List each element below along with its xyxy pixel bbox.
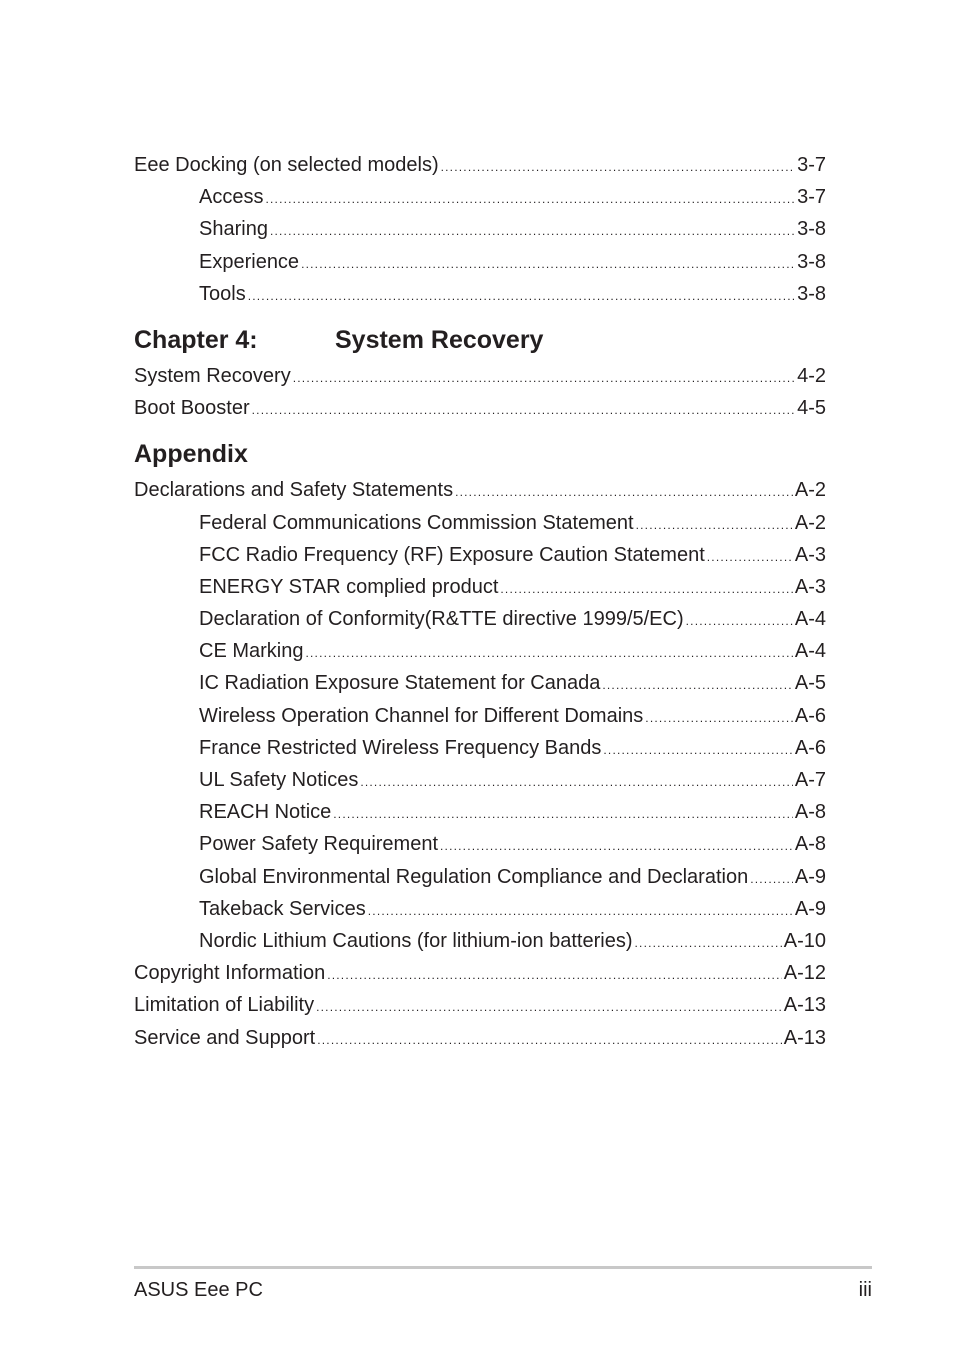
appendix-heading — [134, 438, 826, 470]
toc-entry[interactable] — [134, 539, 826, 571]
footer-product-name: ASUS Eee PC — [134, 1279, 263, 1301]
toc-entry[interactable] — [134, 796, 826, 828]
toc-dot-leader — [603, 734, 793, 766]
toc-entry-page: A-3 — [794, 575, 826, 598]
toc-dot-leader — [317, 1024, 782, 1056]
toc-entry-title: UL Safety Notices — [199, 769, 359, 791]
toc-entry[interactable] — [134, 246, 826, 278]
toc-entry[interactable] — [134, 213, 826, 245]
toc-entry-title: System Recovery — [134, 364, 291, 387]
toc-entry-title: France Restricted Wireless Frequency Bands — [199, 736, 602, 759]
chapter4-entry-list — [134, 360, 826, 424]
toc-entry-page: A-4 — [794, 640, 826, 663]
toc-entry-page: A-4 — [794, 608, 826, 631]
toc-entry-page: A-2 — [794, 479, 826, 502]
toc-entry-title: Service and Support — [134, 1026, 316, 1049]
toc-entry-title: Nordic Lithium Cautions (for lithium-ion batteries) — [199, 929, 633, 952]
toc-entry-page: A-5 — [794, 672, 826, 695]
toc-entry-title: FCC Radio Frequency (RF) Exposure Caution Statement — [199, 543, 705, 566]
toc-entry-title: CE Marking — [199, 640, 304, 663]
toc-dot-leader — [707, 541, 793, 573]
toc-entry-title: Power Safety Requirement — [199, 833, 439, 856]
toc-entry-page: 4-5 — [797, 397, 826, 420]
chapter4-title: System Recovery — [335, 325, 544, 354]
toc-entry[interactable] — [134, 700, 826, 732]
toc-entry-title: Tools — [199, 282, 246, 305]
toc-entry-title: Access — [199, 186, 264, 209]
toc-entry-page: A-9 — [794, 865, 826, 888]
toc-entry-page: A-9 — [794, 897, 826, 920]
toc-entry-page: A-10 — [783, 929, 826, 952]
toc-entry-page: 4-2 — [797, 364, 826, 387]
toc-dot-leader — [750, 863, 793, 895]
toc-entry[interactable] — [134, 392, 826, 424]
toc-entry[interactable] — [134, 603, 826, 635]
footer-page-number: iii — [858, 1279, 872, 1301]
appendix-title: Appendix — [134, 440, 248, 469]
toc-entry-page: A-7 — [794, 769, 826, 791]
toc-entry-title: Limitation of Liability — [134, 994, 315, 1017]
toc-entry-title: IC Radiation Exposure Statement for Canada — [199, 672, 601, 695]
toc-dot-leader — [327, 959, 782, 991]
toc-dot-leader — [316, 991, 782, 1023]
toc-entry-title: Eee Docking (on selected models) — [134, 154, 439, 176]
toc-entry-title: Boot Booster — [134, 397, 250, 420]
toc-entry-page: 3-8 — [797, 250, 826, 273]
toc-entry[interactable] — [134, 360, 826, 392]
appendix-entry-list — [134, 474, 826, 1053]
toc-entry-page: A-8 — [794, 801, 826, 824]
toc-entry-title: Declaration of Conformity(R&TTE directive 1999/5/EC) — [199, 608, 684, 631]
toc-entry-page: A-13 — [783, 1026, 826, 1049]
toc-dot-leader — [368, 895, 793, 927]
toc-entry-page: A-13 — [783, 994, 826, 1017]
toc-entry-title: Federal Communications Commission Statement — [199, 511, 634, 534]
toc-entry[interactable] — [134, 278, 826, 310]
toc-dot-leader — [602, 669, 793, 701]
chapter4-label: Chapter 4: — [134, 325, 258, 354]
toc-entry[interactable] — [134, 893, 826, 925]
toc-dot-leader — [645, 702, 793, 734]
toc-dot-leader — [686, 605, 793, 637]
toc-entry-page: A-6 — [794, 736, 826, 759]
toc-dot-leader — [455, 476, 793, 508]
toc-dot-leader — [265, 183, 795, 215]
toc-dot-leader — [636, 509, 793, 541]
footer-divider — [134, 1266, 872, 1269]
toc-entry[interactable] — [134, 861, 826, 893]
toc-dot-leader — [305, 637, 792, 669]
toc-entry-page: A-8 — [794, 833, 826, 856]
toc-entry-title: Global Environmental Regulation Compliance and Declaration — [199, 865, 749, 888]
toc-entry-title: Sharing — [199, 218, 268, 241]
toc-entry-title: REACH Notice — [199, 801, 332, 824]
toc-entry-title: Takeback Services — [199, 897, 366, 920]
toc-entry[interactable] — [134, 507, 826, 539]
toc-entry-page: 3-8 — [797, 218, 826, 241]
toc-entry-page: A-3 — [794, 543, 826, 566]
toc-entry[interactable] — [134, 925, 826, 957]
toc-entry[interactable] — [134, 181, 826, 213]
toc-entry-page: A-2 — [794, 511, 826, 534]
toc-dot-leader — [333, 798, 793, 830]
toc-entry[interactable] — [134, 571, 826, 603]
toc-entry-title: Wireless Operation Channel for Different Domains — [199, 704, 644, 727]
toc-dot-leader — [440, 830, 793, 862]
toc-entry-title: Declarations and Safety Statements — [134, 479, 454, 502]
toc-entry-title: Experience — [199, 250, 300, 273]
table-of-contents — [134, 149, 826, 1054]
toc-dot-leader — [270, 215, 795, 247]
toc-dot-leader — [635, 927, 782, 959]
chapter4-heading — [134, 324, 826, 356]
toc-entry-title: ENERGY STAR complied product — [199, 575, 499, 598]
toc-entry[interactable] — [134, 732, 826, 764]
toc-entry-title: Copyright Information — [134, 962, 326, 985]
toc-entry[interactable] — [134, 828, 826, 860]
toc-dot-leader — [360, 766, 793, 798]
toc-entry[interactable] — [134, 1022, 826, 1054]
toc-entry[interactable] — [134, 989, 826, 1021]
toc-entry[interactable] — [134, 635, 826, 667]
toc-dot-leader — [441, 151, 795, 183]
section3-entry-list — [134, 149, 826, 310]
toc-entry[interactable] — [134, 667, 826, 699]
toc-dot-leader — [500, 573, 793, 605]
toc-dot-leader — [301, 248, 795, 280]
toc-entry-page: A-6 — [794, 704, 826, 727]
toc-entry-page: 3-8 — [797, 282, 826, 305]
toc-entry[interactable] — [134, 474, 826, 506]
toc-dot-leader — [248, 280, 795, 312]
toc-entry[interactable] — [134, 149, 826, 181]
toc-entry-page: A-12 — [783, 962, 826, 985]
toc-entry-page: 3-7 — [797, 186, 826, 209]
toc-entry[interactable] — [134, 957, 826, 989]
toc-dot-leader — [252, 394, 795, 426]
toc-dot-leader — [293, 362, 795, 394]
toc-entry-page: 3-7 — [797, 154, 826, 176]
toc-entry[interactable] — [134, 764, 826, 796]
